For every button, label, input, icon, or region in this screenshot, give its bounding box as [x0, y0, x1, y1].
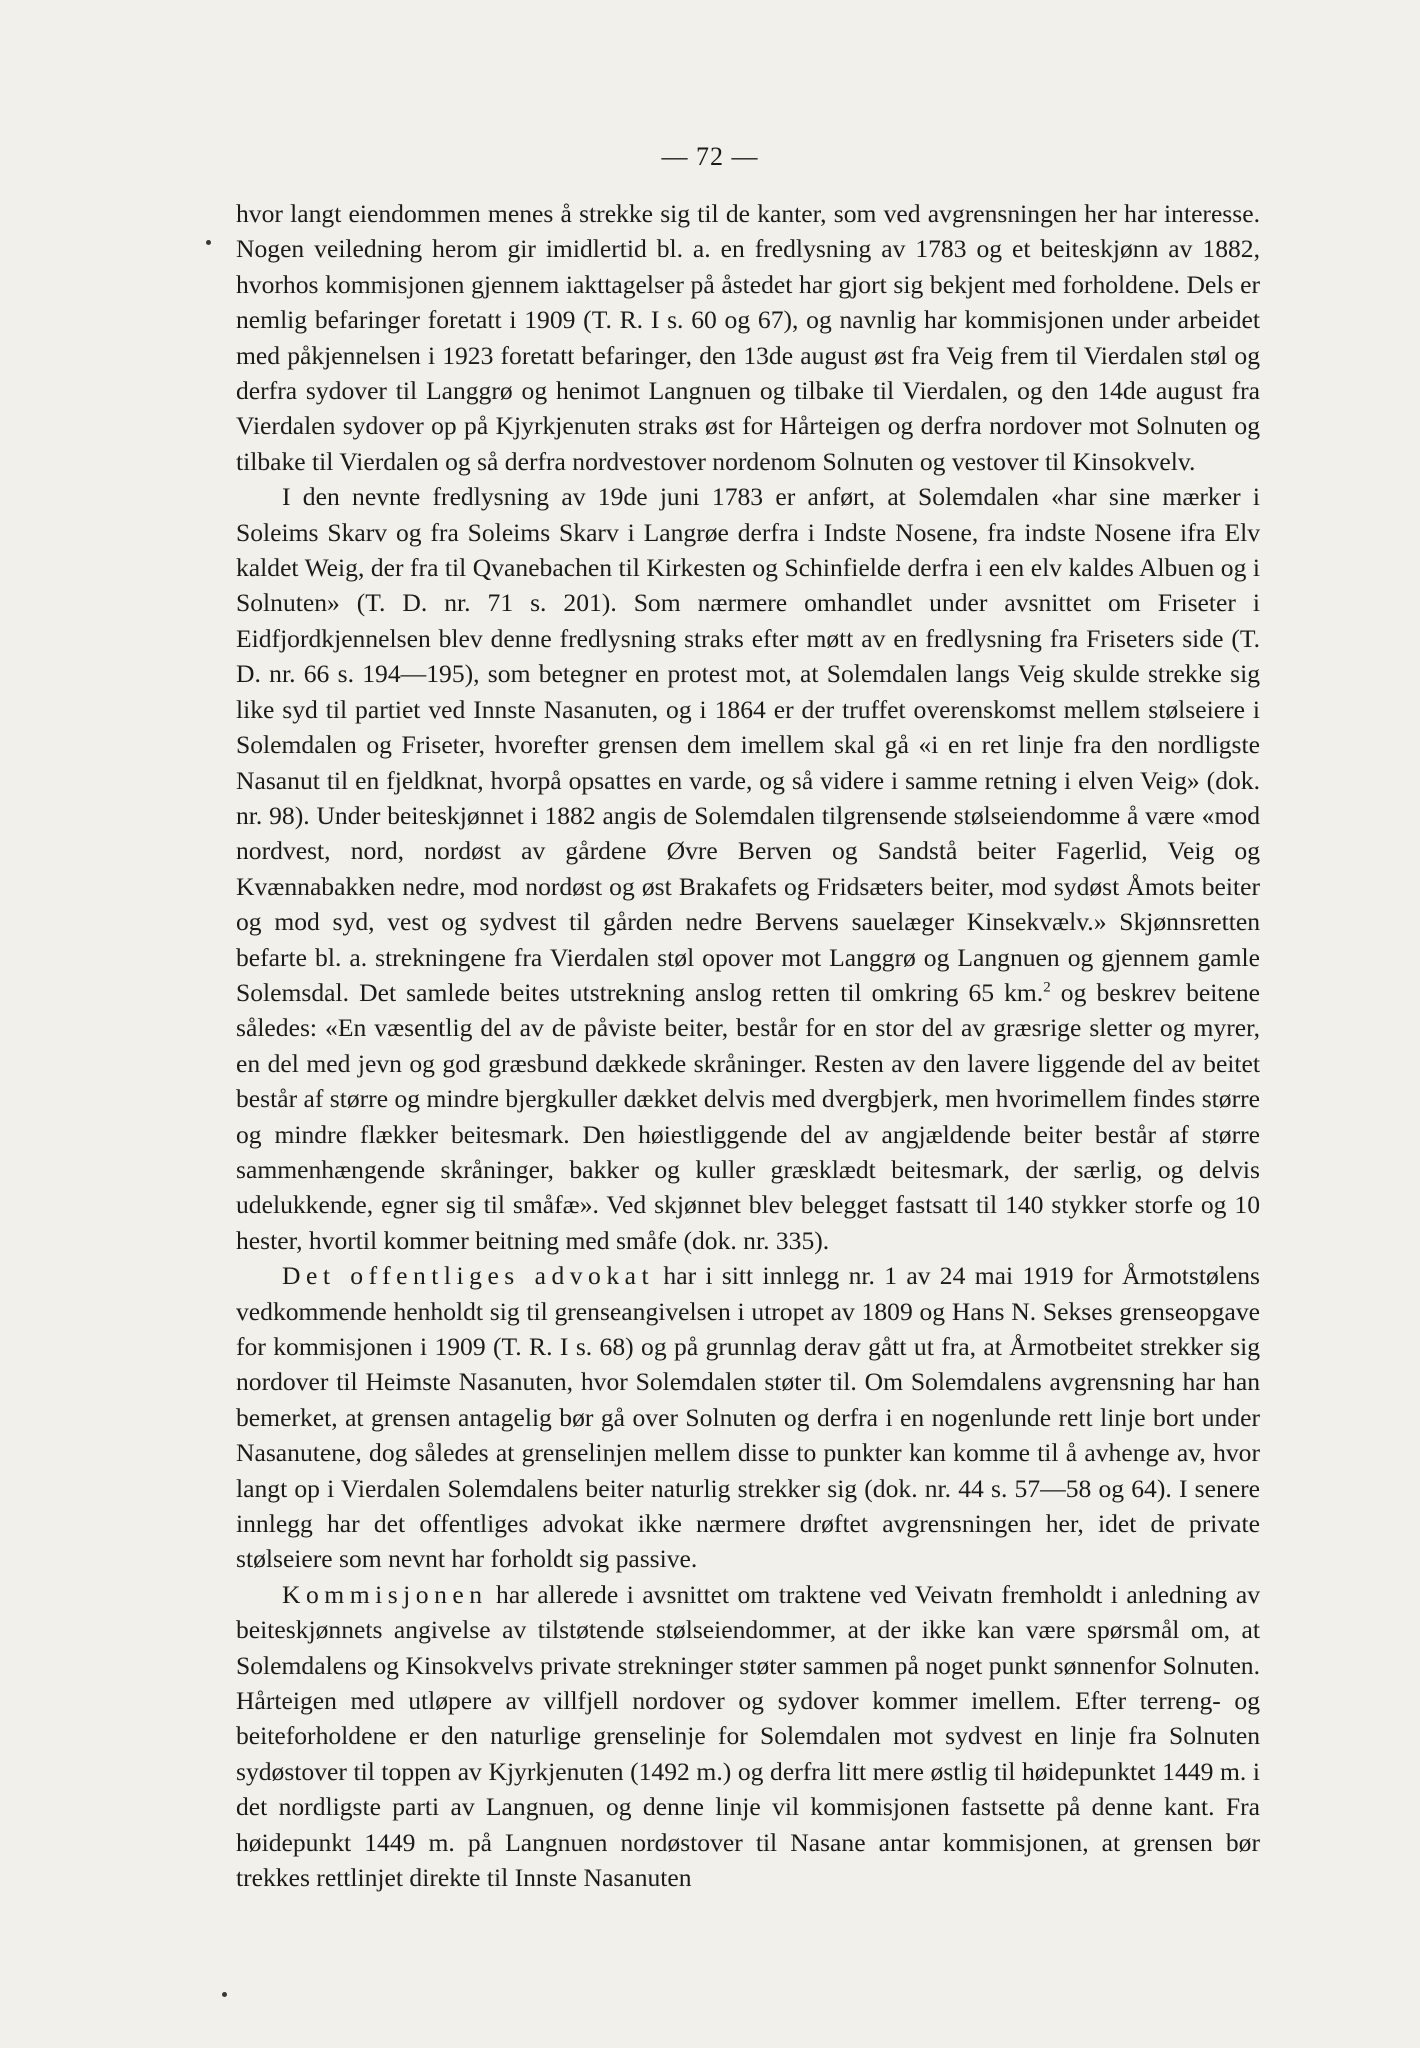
paragraph-4-text: har allerede i avsnittet om traktene ved Veivatn fremholdt i anledning av beiteskjønnets angivelse av tilstøtende stølseiendommer, at der ikke kan være spørsmål om, at Solemdalens og Kinsokvelvs private strekninger støter sammen på noget punkt sønnenfor Solnuten. Hårteigen med utløpere av villfjell nordover og sydover kommer imellem. Efter terreng- og beiteforholdene er den naturlige grenselinje for Solemdalen mot sydvest en linje fra Solnuten sydøstover til toppen av Kjyrkjenuten (1492 m.) og derfra litt mere østlig til høidepunktet 1449 m. i det nordligste parti av Langnuen, og denne linje vil kommisjonen fastsette på denne kant. Fra høidepunkt 1449 m. på Langnuen nordøstover til Nasane antar kommisjonen, at grensen bør trekkes rettlinjet direkte til Innste Nasanuten — [236, 1579, 1260, 1893]
paragraph-3-text: har i sitt innlegg nr. 1 av 24 mai 1919 for Årmotstølens vedkommende henholdt sig til grenseangivelsen i utropet av 1809 og Hans N. Sekses grenseopgave for kommisjonen i 1909 (T. R. I s. 68) og på grunnlag derav gått ut fra, at Årmotbeitet strekker sig nordover til Heimste Nasanuten, hvor Solemdalen støter til. Om Solemdalens avgrensning har han bemerket, at grensen antagelig bør gå over Solnuten og derfra i en nogenlunde rett linje bort under Nasanutene, dog således at grenselinjen mellem disse to punkter kan komme til å avhenge av, hvor langt op i Vierdalen Solemdalens beiter naturlig strekker sig (dok. nr. 44 s. 57—58 og 64). I senere innlegg har det offentliges advokat ikke nærmere drøftet avgrensningen her, idet de private stølseiere som nevnt har forholdt sig passive. — [236, 1261, 1260, 1574]
paragraph-2 — [236, 479, 1260, 1258]
body-text — [236, 196, 1260, 1896]
page-number: — 72 — — [661, 142, 759, 171]
paragraph-2-text-after: og beskrev beitene således: «En væsentlig del av de påviste beiter, består for en stor del av græsrige sletter og myrer, en del med jevn og god græsbund dækkede skråninger. Resten av den lavere liggende del av beitet består af større og mindre bjergkuller dækket delvis med dvergbjerk, men hvorimellem findes større og mindre flækker beitesmark. Den høiestliggende del av angjældende beiter består af større sammenhængende skråninger, bakker og kuller græsklædt beitesmark, der særlig, og delvis udelukkende, egner sig til småfæ». Ved skjønnet blev belegget fastsatt til 140 stykker storfe og 10 hester, hvortil kommer beitning med småfe (dok. nr. 335). — [236, 977, 1261, 1255]
paragraph-4-lead: Kommisjonen — [282, 1579, 488, 1609]
paragraph-1-text: hvor langt eiendommen menes å strekke sig til de kanter, som ved avgrensningen her har interesse. Nogen veiledning herom gir imidlertid bl. a. en fredlysning av 1783 og et beiteskjønn av 1882, hvorhos kommisjonen gjennem iakttagelser på åstedet har gjort sig bekjent med forholdene. Dels er nemlig befaringer foretatt i 1909 (T. R. I s. 60 og 67), og navnlig har kommisjonen under arbeidet med påkjennelsen i 1923 foretatt befaringer, den 13de august øst fra Veig frem til Vierdalen støl og derfra sydover til Langgrø og henimot Langnuen og tilbake til Vierdalen, og den 14de august fra Vierdalen sydover op på Kjyrkjenuten straks øst for Hårteigen og derfra nordover mot Solnuten og tilbake til Vierdalen og så derfra nordvestover nordenom Solnuten og vestover til Kinsokvelv. — [236, 199, 1260, 476]
margin-speck — [222, 1992, 227, 1997]
paragraph-2-text: I den nevnte fredlysning av 19de juni 1783 er anført, at Solemdalen «har sine mærker i Soleims Skarv og fra Soleims Skarv i Langrøe derfra i Indste Nosene, fra indste Nosene ifra Elv kaldet Weig, der fra til Qvanebachen til Kirkesten og Schinfielde derfra i een elv kaldes Albuen og i Solnuten» (T. D. nr. 71 s. 201). Som nærmere omhandlet under avsnittet om Friseter i Eidfjordkjennelsen blev denne fredlysning straks efter møtt av en fredlysning fra Friseters side (T. D. nr. 66 s. 194—195), som betegner en protest mot, at Solemdalen langs Veig skulde strekke sig like syd til partiet ved Innste Nasanuten, og i 1864 er der truffet overenskomst mellem stølseiere i Solemdalen og Friseter, hvorefter grensen dem imellem skal gå «i en ret linje fra den nordligste Nasanut til en fjeldknat, hvorpå opsattes en varde, og så videre i samme retning i elven Veig» (dok. nr. 98). Under beiteskjønnet i 1882 angis de Solemdalen tilgrensende stølseiendomme å være «mod nordvest, nord, nordøst av gårdene Øvre Berven og Sandstå beiter Fagerlid, Veig og Kvænnabakken nedre, mod nordøst og øst Brakafets og Fridsæters beiter, mod sydøst Åmots beiter og mod syd, vest og sydvest til gården nedre Bervens sauelæger Kinsekvælv.» Skjønnsretten befarte bl. a. strekningene fra Vierdalen støl opover mot Langgrø og Langnuen og gjennem gamle Solemsdal. Det samlede beites utstrekning anslog retten til omkring 65 km. — [236, 482, 1260, 1007]
paragraph-4 — [236, 1577, 1260, 1896]
paragraph-3 — [236, 1258, 1260, 1577]
margin-speck — [206, 240, 211, 245]
paragraph-1 — [236, 196, 1260, 479]
paragraph-3-lead: Det offentliges advokat — [282, 1261, 655, 1291]
superscript-two: 2 — [1043, 979, 1051, 996]
